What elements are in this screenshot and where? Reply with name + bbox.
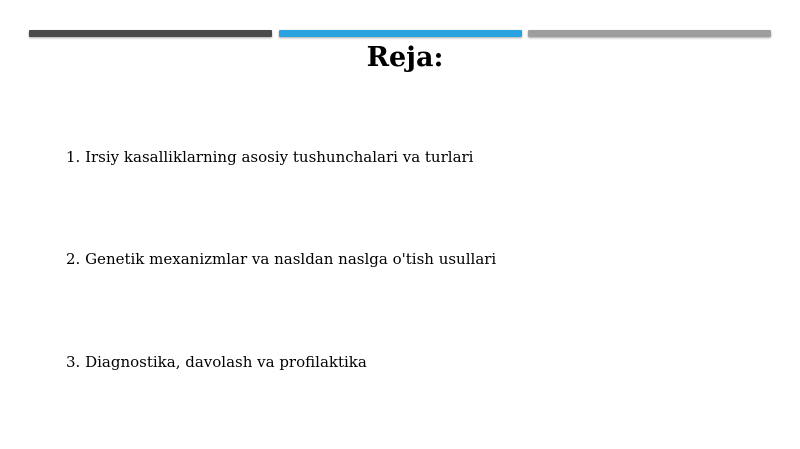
- plan-item-3: 3. Diagnostika, davolash va profilaktika: [66, 353, 367, 371]
- accent-bar-blue: [279, 30, 522, 37]
- plan-item-2: 2. Genetik mexanizmlar va nasldan naslga o'tish usullari: [66, 250, 497, 268]
- slide-title: Reja:: [366, 42, 444, 73]
- plan-item-1: 1. Irsiy kasalliklarning asosiy tushunchalari va turlari: [66, 148, 474, 166]
- accent-bar-gray: [528, 30, 771, 37]
- accent-bar-dark: [29, 30, 272, 37]
